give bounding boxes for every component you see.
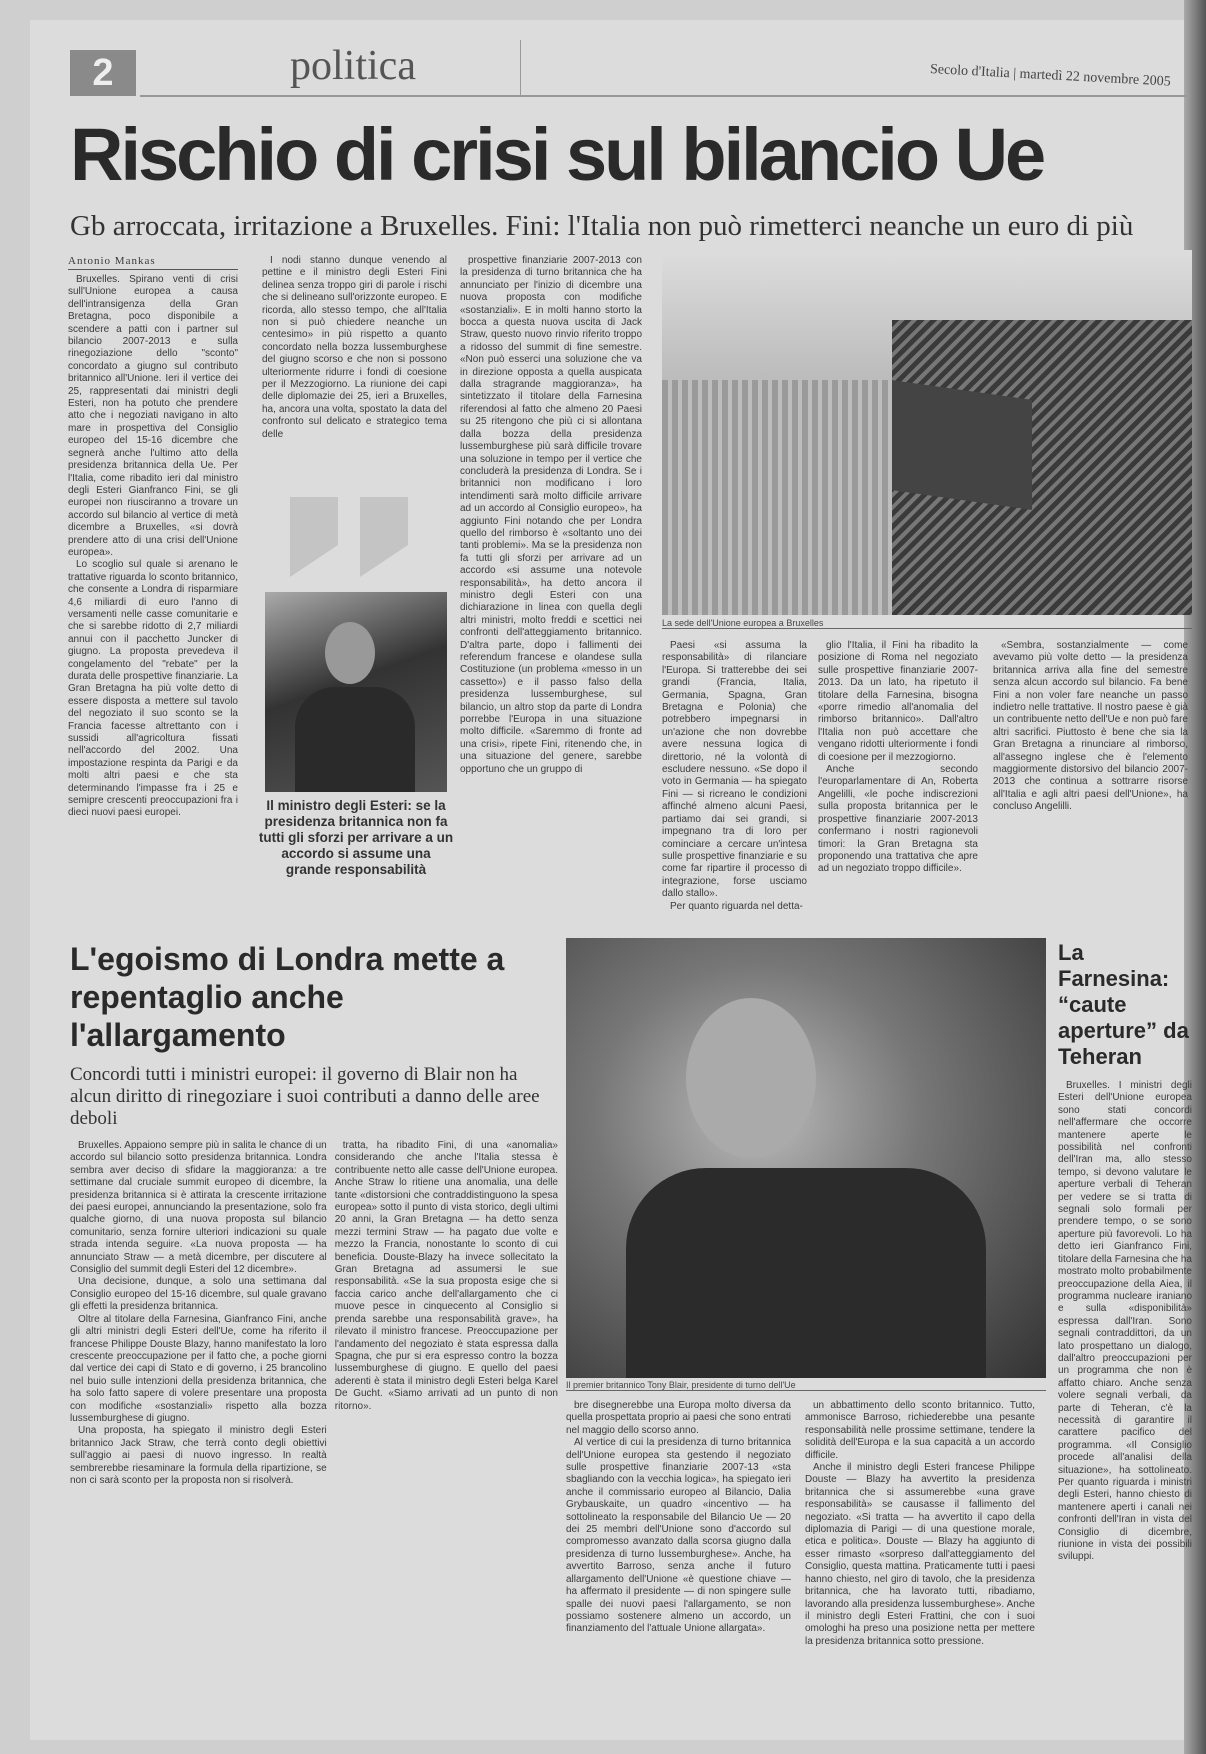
article-column-2 xyxy=(262,255,447,491)
paragraph: Lo scoglio sul quale si arenano le trattative riguarda lo sconto britannico, che consente a Londra di risparmiare 4,6 miliardi di euro l'anno di versamenti nelle casse comunitarie e che si sarebbe ridotto di 2,7 miliardi annui con il pacchetto Juncker di giugno. La proposta prevedeva il congelamento del "rebate" per la durata delle prospettive finanziarie. La Gran Bretagna ha più volte detto di essere disposta a mettere sul tavolo del negoziato il suo sconto se la Francia facesse altrettanto con i sussidi all'agricoltura fissati nell'accordo del 2002. Una impostazione respinta da Parigi e da molti altri paesi e che sta determinando l'impasse fra i 25 e semipre crescenti preoccupazioni fra i dieci nuovi paesi europei. xyxy=(68,559,238,819)
paragraph: glio l'Italia, il Fini ha ribadito la posizione di Roma nel negoziato sulle prospettive finanziarie 2007-2013. Da un lato, ha ripetuto il titolare della Farnesina, bisogna «porre rimedio all'anomalia del rimborso britannico». Dall'altro l'Italia non può accettare che vengano ridotti ulteriormente i fondi di coesione per il mezzogiorno. xyxy=(818,640,978,763)
page-number: 2 xyxy=(70,50,136,96)
second-subheadline: Concordi tutti i ministri europei: il governo di Blair non ha alcun diritto di rinegoziare i suoi contributi a danno delle aree deboli xyxy=(70,1064,540,1129)
second-column-3 xyxy=(566,1400,791,1740)
paragraph: bre disegnerebbe una Europa molto diversa da quella prospettata proprio ai paesi che sono entrati nel maggio dello scorso anno. xyxy=(566,1400,791,1436)
paragraph: Al vertice di cui la presidenza di turno britannica dell'Unione europea sta gestendo il negoziato sulle prospettive finanziarie 2007-13 «sta sbagliando con la vecchia logica», ha spiegato ieri anche il commissario europeo al Bilancio, Dalia Grybauskaite, un quadro «incentivo — ha sottolineato la responsabile del Bilancio Ue — 20 dei 25 membri dell'Unione sono d'accordo sul compromesso avanzato dalla scorsa giugno dalla presidenza di turno lussemburghese». Anche, ha avvertito Barroso, senza anche il futuro allargamento dell'Unione «è questione chiave — ha affermato il presidente — di non spingere sulle spalle dei nuovi paesi l'allargamento, se non possiamo sostenere almeno un accordo, un finanziamento del l'attuale Unione allargata». xyxy=(566,1437,791,1635)
second-column-2 xyxy=(335,1140,558,1740)
second-article-columns xyxy=(70,1140,558,1740)
byline: Antonio Mankas xyxy=(68,255,238,270)
second-column-1 xyxy=(70,1140,327,1740)
portrait-face xyxy=(686,998,816,1158)
portrait-suit xyxy=(295,687,415,792)
second-article xyxy=(70,940,558,1740)
divider xyxy=(520,40,521,95)
article-column-3 xyxy=(460,255,642,927)
masthead-date: Secolo d'Italia | martedì 22 novembre 2005 xyxy=(929,62,1172,90)
paragraph: I nodi stanno dunque venendo al pettine e il ministro degli Esteri Fini delinea senza troppo giri di parole i rischi che si delineano sull'orizzonte europeo. E ricorda, allo stesso tempo, che all'Italia non si può chiedere neanche un centesimo» in più rispetto a quanto concordato nella bozza lussemburghese del giugno scorso e che non si possono ulteriormente ridurre i fondi di coesione per il Mezzogiorno. La riunione dei capi delle diplomazie dei 25, ieri a Bruxelles, ha, ancora una volta, spostato la data del confronto sul delicato e strategico tema delle xyxy=(262,255,447,440)
main-subheadline: Gb arroccata, irritazione a Bruxelles. Fini: l'Italia non può rimetterci neanche un euro di più xyxy=(70,210,1134,242)
paragraph: Paesi «si assuma la responsabilità» di rilanciare l'Europa. Si tratterebbe dei sei grandi (Francia, Italia, Germania, Spagna, Gran Bretagna e Polonia) che potrebbero impegnarsi in un'azione che non dovrebbe avere nessuna logica di direttorio, né la volontà di escludere nessuno. «Se dopo il voto in Germania — ha spiegato Fini — si ricreano le condizioni affinché almeno alcuni Paesi, partiamo dai sei grandi, si impegnano tra di loro per cominciare a cercare un'intesa sulle prospettive finanziarie e su come far ripartire il processo di integrazione, forse usciamo dallo stallo». xyxy=(662,640,807,900)
paragraph: Bruxelles. Appaiono sempre più in salita le chance di un accordo sul bilancio sotto presidenza britannica. Londra sembra aver deciso di sfidare la maggioranza: a tre settimane dal cruciale summit europeo di dicembre, la presidenza britannica si è attirata la crescente irritazione dei paesi europei, annunciando la presentazione, solo fra qualche giorno, di una nuova proposta sul bilancio comunitario, senza fornire ulteriori indicazioni su quale strada intenda seguire. «La nuova proposta — ha annunciato Straw — a metà dicembre, per discutere al Consiglio del summit degli Esteri del 12 dicembre». xyxy=(70,1140,327,1276)
paragraph: Una decisione, dunque, a solo una settimana dal Consiglio europeo del 15-16 dicembre, sul quale gravano gli effetti la presidenza britannica. xyxy=(70,1276,327,1313)
photo-tony-blair xyxy=(566,938,1046,1378)
portrait-face xyxy=(325,622,375,684)
paragraph: «Sembra, sostanzialmente — come avevamo più volte detto — la presidenza britannica arriva alla fine del semestre senza alcun accordo sul bilancio. Fa bene Fini a non voler fare neanche un passo indietro nelle trattative. Il nostro paese è già un contribuente netto dell'Ue e non può fare altri sacrifici. Piuttosto è bene che sia la Gran Bretagna a rinunciare al rimborso, all'assegno inglese che è l'elemento maggiormente distorsivo del bilancio 2007-2013 che continua a sottrarre risorse all'Italia e agli altri paesi dell'Unione», ha concluso Angelilli. xyxy=(993,640,1188,813)
photo-caption: La sede dell'Unione europea a Bruxelles xyxy=(662,618,1192,629)
section-title: politica xyxy=(290,43,416,89)
header-rule xyxy=(140,95,1190,97)
paragraph: Anche secondo l'europarlamentare di An, Roberta Angelilli, «le poche indiscrezioni sulla proposta britannica per le prospettive finanziarie 2007-2013 confermano i nostri ragionevoli timori: la Gran Bretagna sta proponendo una trattativa che apre ad un negoziato troppo difficile». xyxy=(818,764,978,875)
paragraph: Per quanto riguarda nel detta- xyxy=(670,900,803,912)
paragraph: Bruxelles. I ministri degli Esteri dell'Unione europea sono stati concordi nell'affermare che occorre mantenere aperte le possibilità nel confronti dell'Iran ma, allo stesso tempo, si devono valutare le aperture verbali di Teheran per vedere se si tratta di segnali solo formali per prendere tempo, o se sono aperture più favorevoli. Lo ha detto ieri Gianfranco Fini, titolare della Farnesina che ha mostrato molto probabilmente preoccupazione della Aiea, il programma nucleare iraniano e sulla «disponibilità» espressa dall'Iran. Sono segnali contraddittori, da un lato prospettano un dialogo, dall'altro preoccupazioni per un programma che non è affatto chiaro. Anche senza volere segnali verbali, da parte di Teheran, c'è la necessità di garantire il carattere pacifico del programma. «Il Consiglio procede all'analisi della situazione», ha sottolineato. Per quanto riguarda i ministri degli Esteri, hanno chiesto di mantenere aperti i canali nei confronti dell'Iran in vista del Consiglio di dicembre, riunione in vista dei possibili sviluppi. xyxy=(1058,1080,1192,1563)
paragraph: tratta, ha ribadito Fini, di una «anomalia» considerando che anche l'Italia stessa è contribuente netto alle casse dell'Unione europea. Anche Straw lo ritiene una anomalia, una delle tante «distorsioni che contraddistinguono la spesa europea» sotto il punto di vista storico, degli ultimi 20 anni, la Gran Bretagna — ha detto senza mezzi termini Straw — ha pagato due volte e mezzo la Francia, nonostante lo sconto di cui beneficia. Douste-Blazy ha invece sollecitato la Gran Bretagna ad assumersi le sue responsabilità. «Se la sua proposta esige che si faccia carico anche dell'allargamento che ci muove pesce in cinquecento al Consiglio si prenda sarebbe una responsabilità grave», ha rilevato il ministro francese. Preoccupazione per l'andamento del negoziato è stata espressa dalla Spagna, che pur si era espresso contro la bozza lussemburghese di giugno. E quello del paesi aderenti è stata il ministro degli Esteri belga Karel De Gucht. «Siamo arrivati ad un punto di non ritorno». xyxy=(334,1140,558,1412)
paragraph: Oltre al titolare della Farnesina, Gianfranco Fini, anche gli altri ministri degli Esteri dell'Ue, come ha riferito il francese Philippe Douste Blazy, hanno manifestato la loro crescente preoccupazione per il fatto che, a poche giorni dal vertice dei capi di Stato e di governo, i 25 brancolino nel buio sulle intenzioni della presidenza britannica, che ha solo fatto sapere di volere presentare una proposta con modifiche «sostanziali» rispetto alla bozza lussemburghese di giugno. xyxy=(70,1313,327,1424)
paragraph: Anche il ministro degli Esteri francese Philippe Douste — Blazy ha avvertito la presidenza britannica che si assumerebbe «una grave responsabilità» se causasse il fallimento del negoziato. «Si tratta — ha avvertito il capo della diplomazia di Parigi — di una questione morale, etica e politica». Douste — Blazy ha aggiunto di esser rimasto «sorpreso dall'atteggiamento del Consiglio, questa mattina. Praticamente tutti i paesi hanno chiesto, nel giro di tavolo, che la presidenza britannica, che ha lavorato tutti, ribadiamo, lavorando alla presidenza lussemburghese». Anche il ministro degli Esteri Frattini, che con i suoi omologhi ha preso una posizione netta per mettere la presidenza britannica sotto pressione. xyxy=(805,1462,1035,1647)
eu-flag xyxy=(892,380,1032,510)
portrait-suit xyxy=(626,1168,986,1378)
paragraph: prospettive finanziarie 2007-2013 con la presidenza di turno britannica che ha annunciato per l'inizio di dicembre una nuova proposta con modifiche «sostanziali». E in molti hanno storto la bocca a questa nuova uscita di Jack Straw, questo nuovo rinvio riferito troppo a ridosso del summit di fine semestre. «Non può esserci una soluzione che va in direzione opposta a quella auspicata dalla stragrande maggioranza», ha sintetizzato il titolare della Farnesina riferendosi al fatto che almeno 20 Paesi su 25 ritengono che più ci si allontana dalla bozza della presidenza lussemburghese più sarà difficile trovare una soluzione in tempo per il vertice che concluderà la presidenza di Londra. Se i britannici non modificano i loro intendimenti sarà molto difficile arrivare ad un accordo al Consiglio europeo», ha aggiunto Fini notando che per Londra quello del rimborso è «soltanto uno dei tanti problemi». Ma se la presidenza non fa tutti gli sforzi per arrivare ad un accordo «si assume una notevole responsabilità», ha detto ancora il ministro degli Esteri con una dichiarazione in linea con quella degli altri ministri, molto freddi e scettici nei confronti dell'atteggiamento britannico. D'altra parte, dopo i fallimenti dei referendum francese e olandese sulla Costituzione (un problema «messo in un cassetto») e il passo falso della presidenza lussemburghese, sul bilancio, un altro stop da parte di Londra porrebbe l'Europa in una situazione molto difficile. «Saremmo di fronte ad una crisi», ripete Fini, ritenendo che, in una situazione del genere, sarebbe opportuno che un gruppo di xyxy=(460,255,642,775)
sidebar-column xyxy=(1058,1080,1192,1740)
photo-fini xyxy=(265,592,447,792)
second-column-4 xyxy=(805,1400,1035,1740)
article-column-5 xyxy=(818,640,978,925)
article-column-4 xyxy=(662,640,807,925)
sidebar-headline: La Farnesina: “caute aperture” da Teheran xyxy=(1058,940,1189,1069)
sidebar-article xyxy=(1058,940,1192,1740)
photo-caption: Il premier britannico Tony Blair, presidente di turno dell'Ue xyxy=(566,1380,1046,1391)
paragraph: un abbattimento dello sconto britannico. Tutto, ammonisce Barroso, richiederebbe una pesante responsabilità nelle prossime settimane, tendere la solidità dell'Europa e la sua capacità a un accordo difficile. xyxy=(805,1400,1035,1461)
article-column-1 xyxy=(68,255,238,927)
pull-quote: Il ministro degli Esteri: se la presidenza britannica non fa tutti gli sforzi per arrivare a un accordo si assume una grande responsabilità xyxy=(258,798,454,877)
paragraph: Bruxelles. Spirano venti di crisi sull'Unione europea a causa dell'intransigenza della Gran Bretagna, poco disponibile a scendere a patti con i partner sul bilancio 2007-2013 e sulla rinegoziazione dello "sconto" concordato a giugno sul contributo britannico all'Unione. Ieri il vertice dei 25, rappresentati dai ministri degli Esteri, non ha potuto che prendere atto che i negoziati navigano in alto mare in prospettiva del Consiglio europeo del 15-16 dicembre che segnerà anche l'ultimo atto della presidenza britannica della Ue. Per l'Italia, come ribadito ieri dal ministro degli Esteri Gianfranco Fini, se gli europei non riusciranno a trovare un accordo sul bilancio al vertice di metà dicembre a Bruxelles, «si dovrà prendere atto di una crisi dell'Unione europea». xyxy=(68,274,238,558)
main-headline: Rischio di crisi sul bilancio Ue xyxy=(70,113,1044,196)
photo-eu-building xyxy=(662,250,1192,615)
second-headline: L'egoismo di Londra mette a repentaglio anche l'allargamento xyxy=(70,941,505,1053)
article-column-6 xyxy=(993,640,1188,925)
paragraph: Una proposta, ha spiegato il ministro degli Esteri britannico Jack Straw, che terrà conto degli obiettivi sull'aggio ai paesi di nuovo ingresso. In realtà sembrerebbe riesaminare la formula della ripartizione, se non ci sarà sconto per la proposta non si risolverà. xyxy=(70,1425,327,1486)
